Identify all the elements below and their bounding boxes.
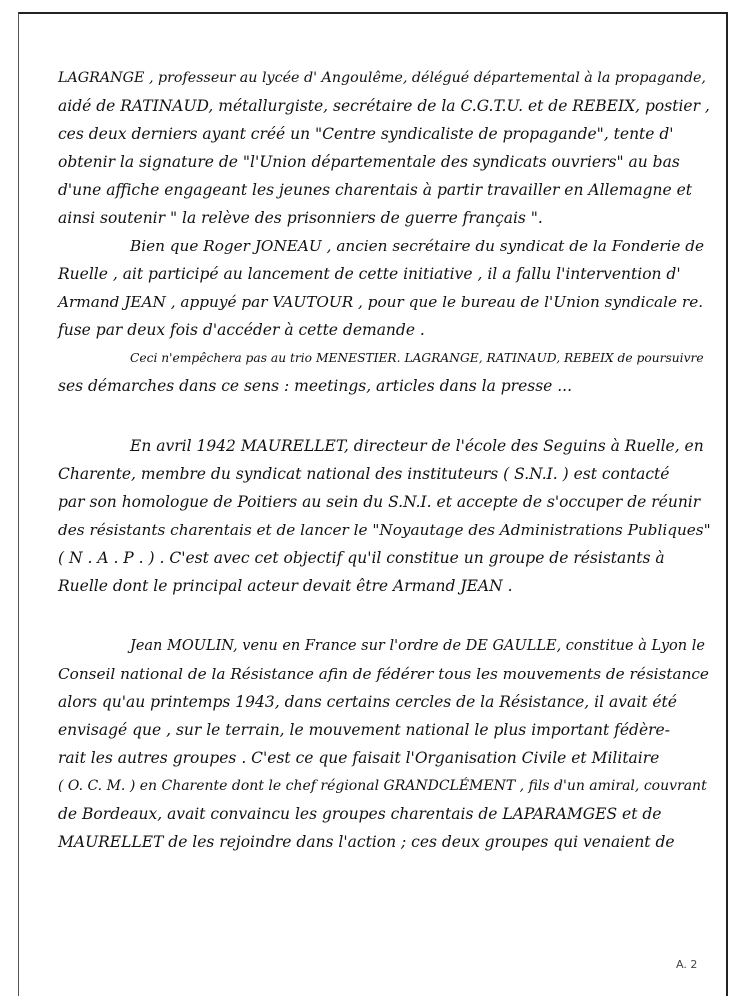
text-line: obtenir la signature de "l'Union départementale des syndicats ouvriers" au bas <box>58 153 680 171</box>
text-line: LAGRANGE , professeur au lycée d' Angoulême, délégué départemental à la propagande, <box>58 70 706 86</box>
text-line: Bien que Roger JONEAU , ancien secrétaire du syndicat de la Fonderie de <box>130 237 705 255</box>
text-line: rait les autres groupes . C'est ce que faisait l'Organisation Civile et Militaire <box>58 749 660 767</box>
text-line: ces deux derniers ayant créé un "Centre syndicaliste de propagande", tente d' <box>58 125 674 143</box>
text-line: alors qu'au printemps 1943, dans certains cercles de la Résistance, il avait été <box>58 693 677 711</box>
text-line: Ruelle , ait participé au lancement de cette initiative , il a fallu l'intervention d' <box>58 265 681 283</box>
text-line: des résistants charentais et de lancer le "Noyautage des Administrations Publiques" <box>58 521 711 539</box>
text-line: ainsi soutenir " la relève des prisonniers de guerre français ". <box>58 209 543 227</box>
text-line: Ruelle dont le principal acteur devait être Armand JEAN . <box>58 577 513 595</box>
text-line: de Bordeaux, avait convaincu les groupes charentais de LAPARAMGES et de <box>58 805 662 823</box>
text-line: ses démarches dans ce sens : meetings, articles dans la presse ... <box>58 377 573 395</box>
text-line: fuse par deux fois d'accéder à cette demande . <box>58 321 425 339</box>
text-line: ( O. C. M. ) en Charente dont le chef régional GRANDCLÉMENT , fils d'un amiral, couvrant <box>58 778 707 794</box>
text-line: MAURELLET de les rejoindre dans l'action ; ces deux groupes qui venaient de <box>58 833 675 851</box>
text-line: par son homologue de Poitiers au sein du S.N.I. et accepte de s'occuper de réunir <box>58 493 701 511</box>
handwritten-document-body <box>58 64 712 856</box>
text-line: Ceci n'empêchera pas au trio MENESTIER. LAGRANGE, RATINAUD, REBEIX de poursuivre <box>130 351 704 365</box>
page-reference: A. 2 <box>676 958 698 971</box>
text-line: envisagé que , sur le terrain, le mouvement national le plus important fédère- <box>58 721 670 739</box>
text-line: aidé de RATINAUD, métallurgiste, secrétaire de la C.G.T.U. et de REBEIX, postier , <box>58 97 710 115</box>
text-line: Charente, membre du syndicat national des instituteurs ( S.N.I. ) est contacté <box>58 465 670 483</box>
text-line: ( N . A . P . ) . C'est avec cet objectif qu'il constitue un groupe de résistants à <box>58 549 665 567</box>
text-line: En avril 1942 MAURELLET, directeur de l'école des Seguins à Ruelle, en <box>130 437 704 455</box>
text-line: Armand JEAN , appuyé par VAUTOUR , pour que le bureau de l'Union syndicale re. <box>58 293 704 311</box>
text-line: d'une affiche engageant les jeunes charentais à partir travailler en Allemagne et <box>58 181 693 199</box>
text-line: Jean MOULIN, venu en France sur l'ordre de DE GAULLE, constitue à Lyon le <box>130 638 705 654</box>
text-line: Conseil national de la Résistance afin de fédérer tous les mouvements de résistance <box>58 665 709 683</box>
